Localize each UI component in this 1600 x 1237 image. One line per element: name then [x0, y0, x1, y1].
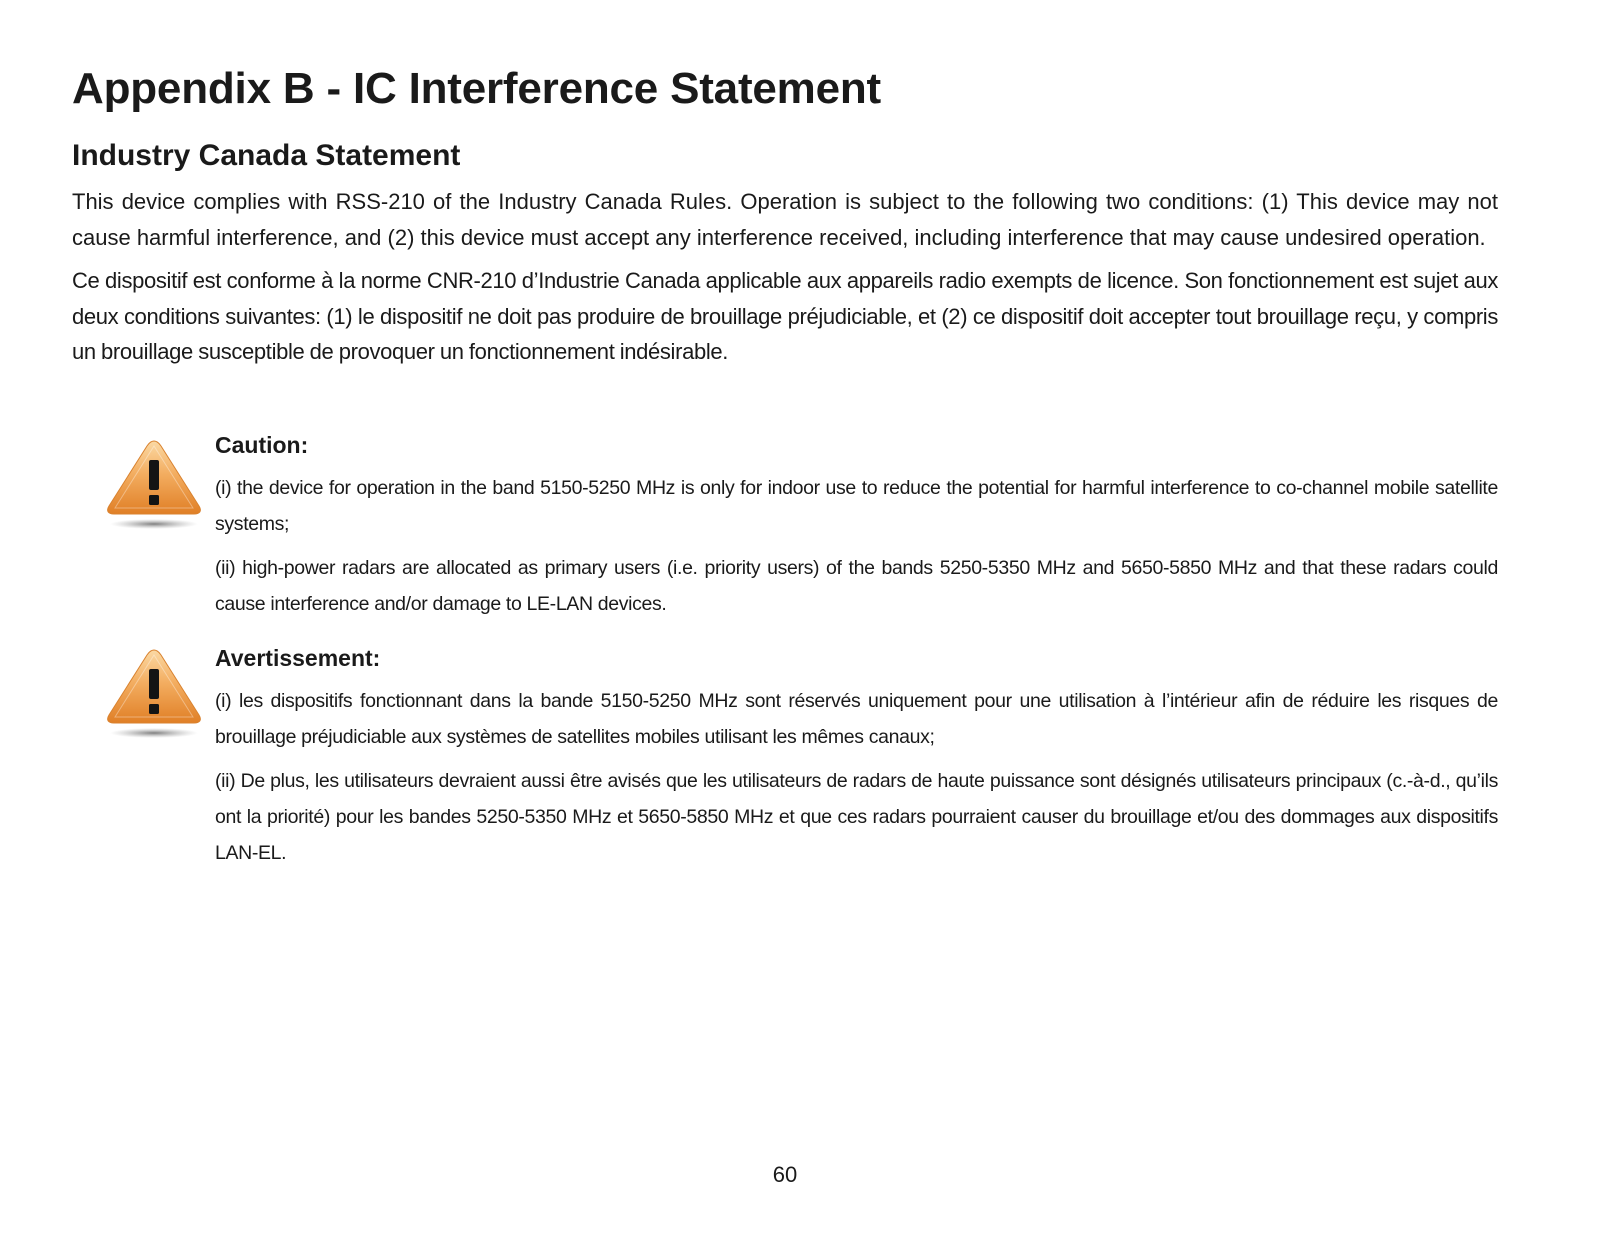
- page-number: 60: [772, 1162, 798, 1187]
- avertissement-notice: [72, 641, 1498, 879]
- avertissement-item-2: (ii) De plus, les utilisateurs devraient aussi être avisés que les utilisateurs de radars de haute puissance sont désignés utilisateurs principaux (c.-à-d., qu’ils ont la priorité) pour les bandes 5250-5350 MHz et 5650-5850 MHz et que ces radars pourraient causer du brouillage et/ou des dommages aux dispositifs LAN-EL.: [215, 770, 1498, 864]
- caution-body: [215, 428, 1498, 622]
- caution-item-2: (ii) high-power radars are allocated as primary users (i.e. priority users) of the bands 5250-5350 MHz and 5650-5850 MHz and that these radars could cause interference and/or damage to LE-LAN devices.: [215, 557, 1498, 615]
- warning-triangle-icon: [105, 647, 203, 743]
- caution-heading: Caution:: [215, 432, 309, 458]
- document-page: [72, 60, 1498, 378]
- avertissement-heading: Avertissement:: [215, 645, 381, 671]
- caution-notice: [72, 428, 1498, 630]
- avertissement-item-1: (i) les dispositifs fonctionnant dans la bande 5150-5250 MHz sont réservés uniquement pour une utilisation à l’intérieur afin de réduire les risques de brouillage préjudiciable aux systèmes de satellites mobiles utilisant les mêmes canaux;: [215, 690, 1498, 748]
- english-statement-paragraph: This device complies with RSS-210 of the Industry Canada Rules. Operation is subject to the following two conditions: (1) This device may not cause harmful interference, and (2) this device must accept any interference received, including interference that may cause undesired operation.: [72, 189, 1498, 250]
- warning-triangle-icon: [105, 438, 203, 534]
- caution-item-1: (i) the device for operation in the band 5150-5250 MHz is only for indoor use to reduce the potential for harmful interference to co-channel mobile satellite systems;: [215, 477, 1498, 535]
- avertissement-body: [215, 641, 1498, 871]
- section-title: Industry Canada Statement: [72, 139, 461, 172]
- french-statement-paragraph: Ce dispositif est conforme à la norme CNR-210 d’Industrie Canada applicable aux appareils radio exempts de licence. Son fonctionnement est sujet aux deux conditions suivantes: (1) le dispositif ne doit pas produire de brouillage préjudiciable, et (2) ce dispositif doit accepter tout brouillage reçu, y compris un brouillage susceptible de provoquer un fonctionnement indésirable.: [72, 268, 1498, 364]
- page-title: Appendix B - IC Interference Statement: [72, 64, 881, 113]
